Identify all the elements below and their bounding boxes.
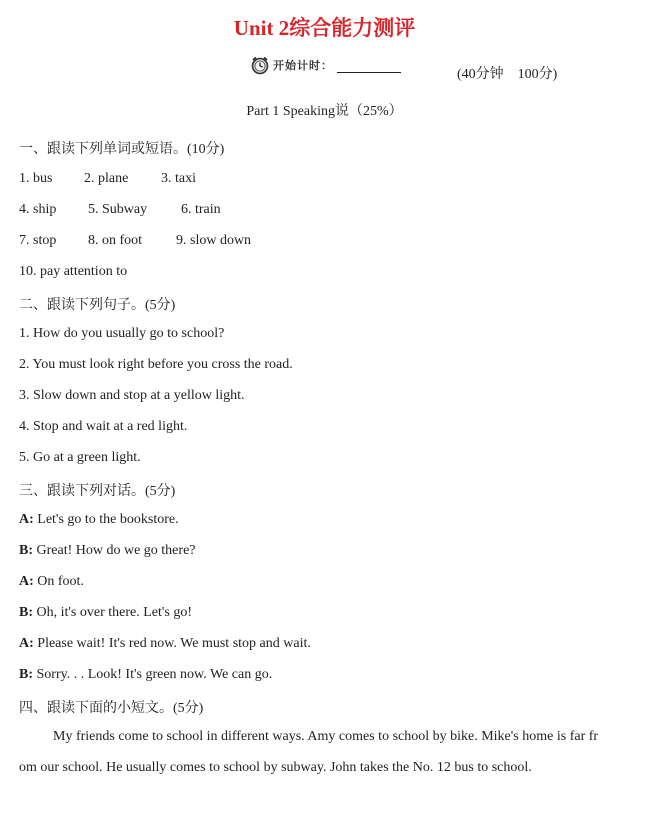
dialogue-line xyxy=(19,667,272,683)
dialogue-text: Sorry. . . Look! It's green now. We can go. xyxy=(33,667,273,682)
timer xyxy=(250,54,401,76)
word-row xyxy=(19,171,196,187)
word-item: 8. on foot xyxy=(88,233,143,248)
word-item: 1. bus xyxy=(19,171,53,186)
timer-label: 开始计时： xyxy=(273,59,333,72)
word-row xyxy=(19,264,127,280)
speaker: B: xyxy=(19,605,33,620)
speaker: A: xyxy=(19,512,34,527)
section-3-heading: 三、跟读下列对话。(5分) xyxy=(19,484,176,499)
dialogue-line xyxy=(19,605,192,621)
dialogue-text: Let's go to the bookstore. xyxy=(33,512,179,527)
dialogue-line xyxy=(19,574,84,590)
time-info: (40分钟 100分) xyxy=(457,67,558,82)
word-item: 5. Subway xyxy=(88,202,148,217)
dialogue-line xyxy=(19,543,196,559)
part-heading: Part 1 Speaking说（25%） xyxy=(246,104,403,119)
section-2-heading: 二、跟读下列句子。(5分) xyxy=(19,298,176,313)
section-1-heading: 一、跟读下列单词或短语。(10分) xyxy=(19,142,225,157)
word-row xyxy=(19,202,221,218)
dialogue-line xyxy=(19,512,179,528)
word-row xyxy=(19,233,251,249)
sentence: 5. Go at a green light. xyxy=(19,450,141,465)
word-item: 10. pay attention to xyxy=(19,264,128,279)
word-item: 6. train xyxy=(181,202,221,217)
speaker: A: xyxy=(19,574,34,589)
dialogue-text: On foot. xyxy=(33,574,84,589)
word-item: 9. slow down xyxy=(176,233,252,248)
page-title: Unit 2综合能力测评 xyxy=(233,16,416,40)
word-item: 4. ship xyxy=(19,202,57,217)
word-item: 7. stop xyxy=(19,233,57,248)
dialogue-text: Oh, it's over there. Let's go! xyxy=(33,605,193,620)
sentence: 3. Slow down and stop at a yellow light. xyxy=(19,388,245,403)
sentence: 1. How do you usually go to school? xyxy=(19,326,225,341)
sentence: 4. Stop and wait at a red light. xyxy=(19,419,188,434)
dialogue-line xyxy=(19,636,311,652)
section-4-heading: 四、跟读下面的小短文。(5分) xyxy=(19,701,204,716)
word-item: 3. taxi xyxy=(161,171,196,186)
timer-blank xyxy=(337,58,401,73)
speaker: B: xyxy=(19,543,33,558)
reading-passage: My friends come to school in different ways. Amy comes to school by bike. Mike's home is far from our school. He usually comes to school by subway. John takes the No. 12 bus to school. xyxy=(19,729,599,775)
speaker: A: xyxy=(19,636,34,651)
dialogue-text: Great! How do we go there? xyxy=(33,543,196,558)
dialogue-text: Please wait! It's red now. We must stop and wait. xyxy=(33,636,311,651)
alarm-clock-icon xyxy=(250,55,270,75)
speaker: B: xyxy=(19,667,33,682)
sentence: 2. You must look right before you cross the road. xyxy=(19,357,293,372)
word-item: 2. plane xyxy=(84,171,129,186)
